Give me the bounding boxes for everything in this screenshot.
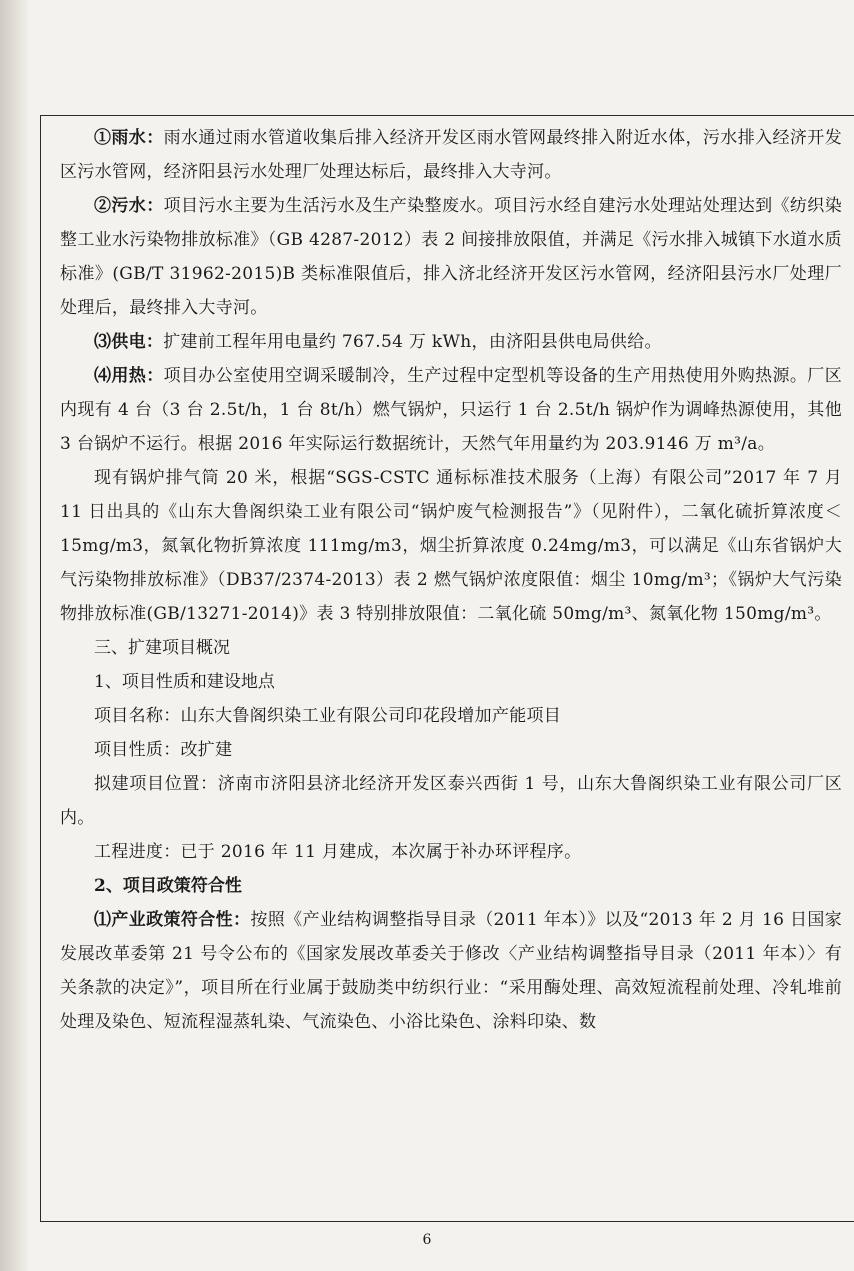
sewage-paragraph	[60, 189, 842, 325]
page-frame-bottom	[40, 1221, 854, 1222]
project-location: 拟建项目位置：济南市济阳县济北经济开发区泰兴西街 1 号，山东大鲁阁织染工业有限公司厂区内。	[60, 774, 842, 828]
section-heading: 三、扩建项目概况	[94, 638, 230, 658]
heat-label: ⑷用热：	[94, 366, 164, 386]
power-label: ⑶供电：	[94, 332, 164, 352]
rain-paragraph	[60, 121, 842, 189]
project-nature: 项目性质：改扩建	[94, 740, 233, 760]
power-text: 扩建前工程年用电量约 767.54 万 kWh，由济阳县供电局供给。	[163, 332, 662, 352]
heat-paragraph	[60, 359, 842, 461]
power-paragraph	[60, 325, 842, 359]
heat-text: 项目办公室使用空调采暖制冷，生产过程中定型机等设备的生产用热使用外购热源。厂区内现有 4 台（3 台 2.5t/h，1 台 8t/h）燃气锅炉，只运行 1 台 2.5t/h 锅炉作为调峰热源使用，其他 3 台锅炉不运行。根据 2016 年实际运行数据统计，天然气年用量约为 203.9146 万 m³/a。	[60, 366, 842, 454]
rain-label: ①雨水：	[94, 128, 164, 148]
subsection-heading-2: 2、项目政策符合性	[94, 876, 242, 896]
page-number: 6	[422, 1232, 432, 1248]
page-frame-top	[40, 115, 854, 116]
sewage-label: ②污水：	[94, 196, 164, 216]
document-body	[60, 121, 842, 1039]
policy-text: 按照《产业结构调整指导目录（2011 年本）》以及“2013 年 2 月 16 日国家发展改革委第 21 号令公布的《国家发展改革委关于修改〈产业结构调整指导目录（2011 年本）〉有关条款的决定》”，项目所在行业属于鼓励类中纺织行业：“采用酶处理、高效短流程前处理、冷轧堆前处理及染色、短流程湿蒸轧染、气流染色、小浴比染色、涂料印染、数	[60, 910, 842, 1032]
page-frame-left	[40, 115, 41, 1221]
binding-shadow	[0, 0, 30, 1271]
project-progress: 工程进度：已于 2016 年 11 月建成，本次属于补办环评程序。	[94, 842, 582, 862]
subsection-heading-1: 1、项目性质和建设地点	[94, 672, 275, 692]
boiler-paragraph: 现有锅炉排气筒 20 米，根据“SGS-CSTC 通标标准技术服务（上海）有限公司”2017 年 7 月 11 日出具的《山东大鲁阁织染工业有限公司“锅炉废气检测报告”》（见附件），二氧化硫折算浓度＜15mg/m3，氮氧化物折算浓度 111mg/m3，烟尘折算浓度 0.24mg/m3，可以满足《山东省锅炉大气污染物排放标准》（DB37/2374-2013）表 2 燃气锅炉浓度限值：烟尘 10mg/m³；《锅炉大气污染物排放标准(GB/13271-2014)》表 3 特别排放限值：二氧化硫 50mg/m³、氮氧化物 150mg/m³。	[60, 468, 842, 624]
policy-label: ⑴产业政策符合性：	[94, 910, 251, 930]
project-name: 项目名称：山东大鲁阁织染工业有限公司印花段增加产能项目	[94, 706, 562, 726]
rain-text: 雨水通过雨水管道收集后排入经济开发区雨水管网最终排入附近水体，污水排入经济开发区污水管网，经济阳县污水处理厂处理达标后，最终排入大寺河。	[60, 128, 842, 182]
policy-paragraph	[60, 903, 842, 1039]
sewage-text: 项目污水主要为生活污水及生产染整废水。项目污水经自建污水处理站处理达到《纺织染整工业水污染物排放标准》（GB 4287-2012）表 2 间接排放限值，并满足《污水排入城镇下水道水质标准》(GB/T 31962-2015)B 类标准限值后，排入济北经济开发区污水管网，经济阳县污水厂处理厂处理后，最终排入大寺河。	[60, 196, 842, 318]
